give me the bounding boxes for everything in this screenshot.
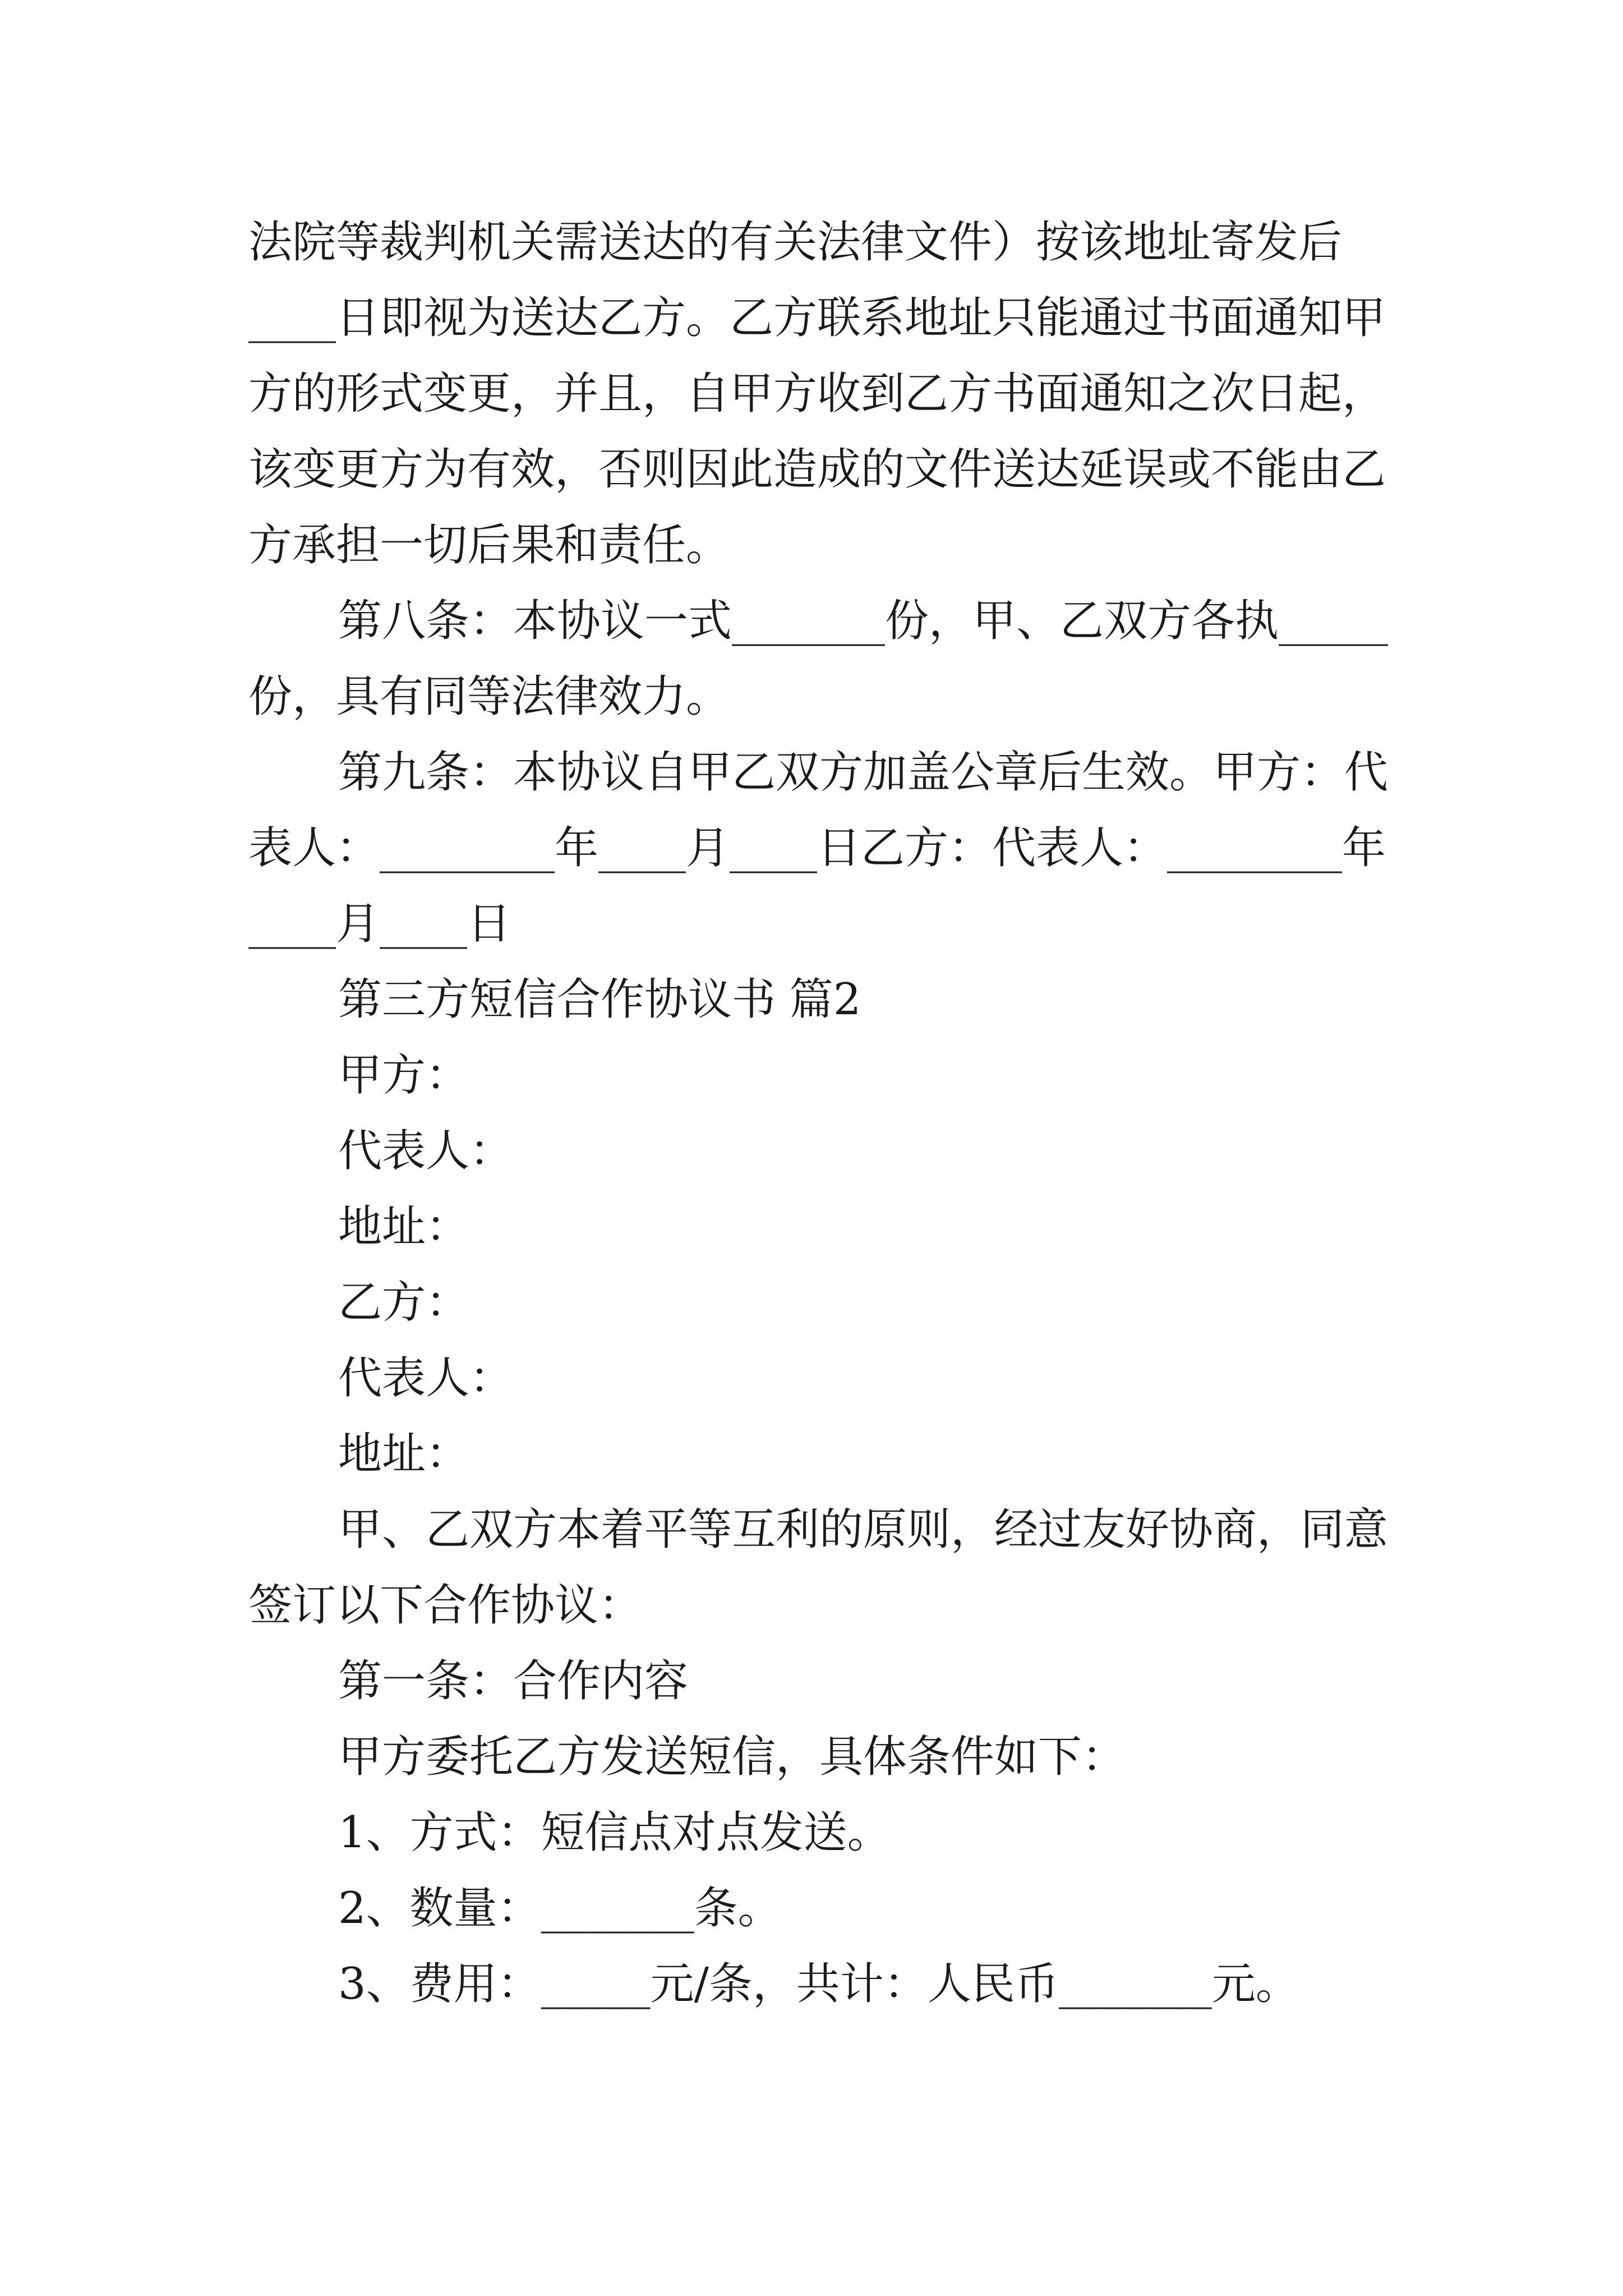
party-a-address-label: 地址：	[338, 1202, 470, 1252]
clause-one-heading: 第一条：合作内容	[338, 1656, 689, 1706]
text-line: 方承担一切后果和责任。	[248, 520, 730, 570]
clause-eight: 第八条：本协议一式_______份，甲、乙双方各执_____	[338, 596, 1389, 646]
preamble-continued: 签订以下合作协议：	[248, 1580, 643, 1631]
party-a-label: 甲方：	[338, 1050, 470, 1101]
list-item: 2、数量：_______条。	[338, 1883, 782, 1934]
text-line: 份，具有同等法律效力。	[248, 671, 730, 722]
party-a-representative-label: 代表人：	[338, 1126, 514, 1176]
clause-nine: 第九条：本协议自甲乙双方加盖公章后生效。甲方：代	[338, 747, 1389, 798]
signature-date-line: ____月____日	[248, 899, 511, 949]
text-line: 法院等裁判机关需送达的有关法律文件）按该地址寄发后	[248, 217, 1343, 268]
section-title: 第三方短信合作协议书 篇2	[338, 974, 861, 1025]
text-line: ____日即视为送达乙方。乙方联系地址只能通过书面通知甲	[248, 293, 1386, 343]
list-item: 1、方式：短信点对点发送。	[338, 1807, 891, 1858]
list-item: 3、费用：_____元/条，共计：人民币_______元。	[338, 1959, 1299, 2009]
preamble: 甲、乙双方本着平等互利的原则，经过友好协商，同意	[338, 1504, 1389, 1555]
party-b-address-label: 地址：	[338, 1429, 470, 1479]
document-body	[248, 205, 1393, 2022]
text-line: 方的形式变更，并且，自甲方收到乙方书面通知之次日起，	[248, 369, 1386, 419]
clause-one-intro: 甲方委托乙方发送短信，具体条件如下：	[338, 1732, 1126, 1782]
party-b-representative-label: 代表人：	[338, 1353, 514, 1404]
party-b-label: 乙方：	[338, 1277, 470, 1328]
signature-date-line: 表人：________年____月____日乙方：代表人：________年	[248, 823, 1386, 873]
text-line: 该变更方为有效，否则因此造成的文件送达延误或不能由乙	[248, 444, 1386, 495]
